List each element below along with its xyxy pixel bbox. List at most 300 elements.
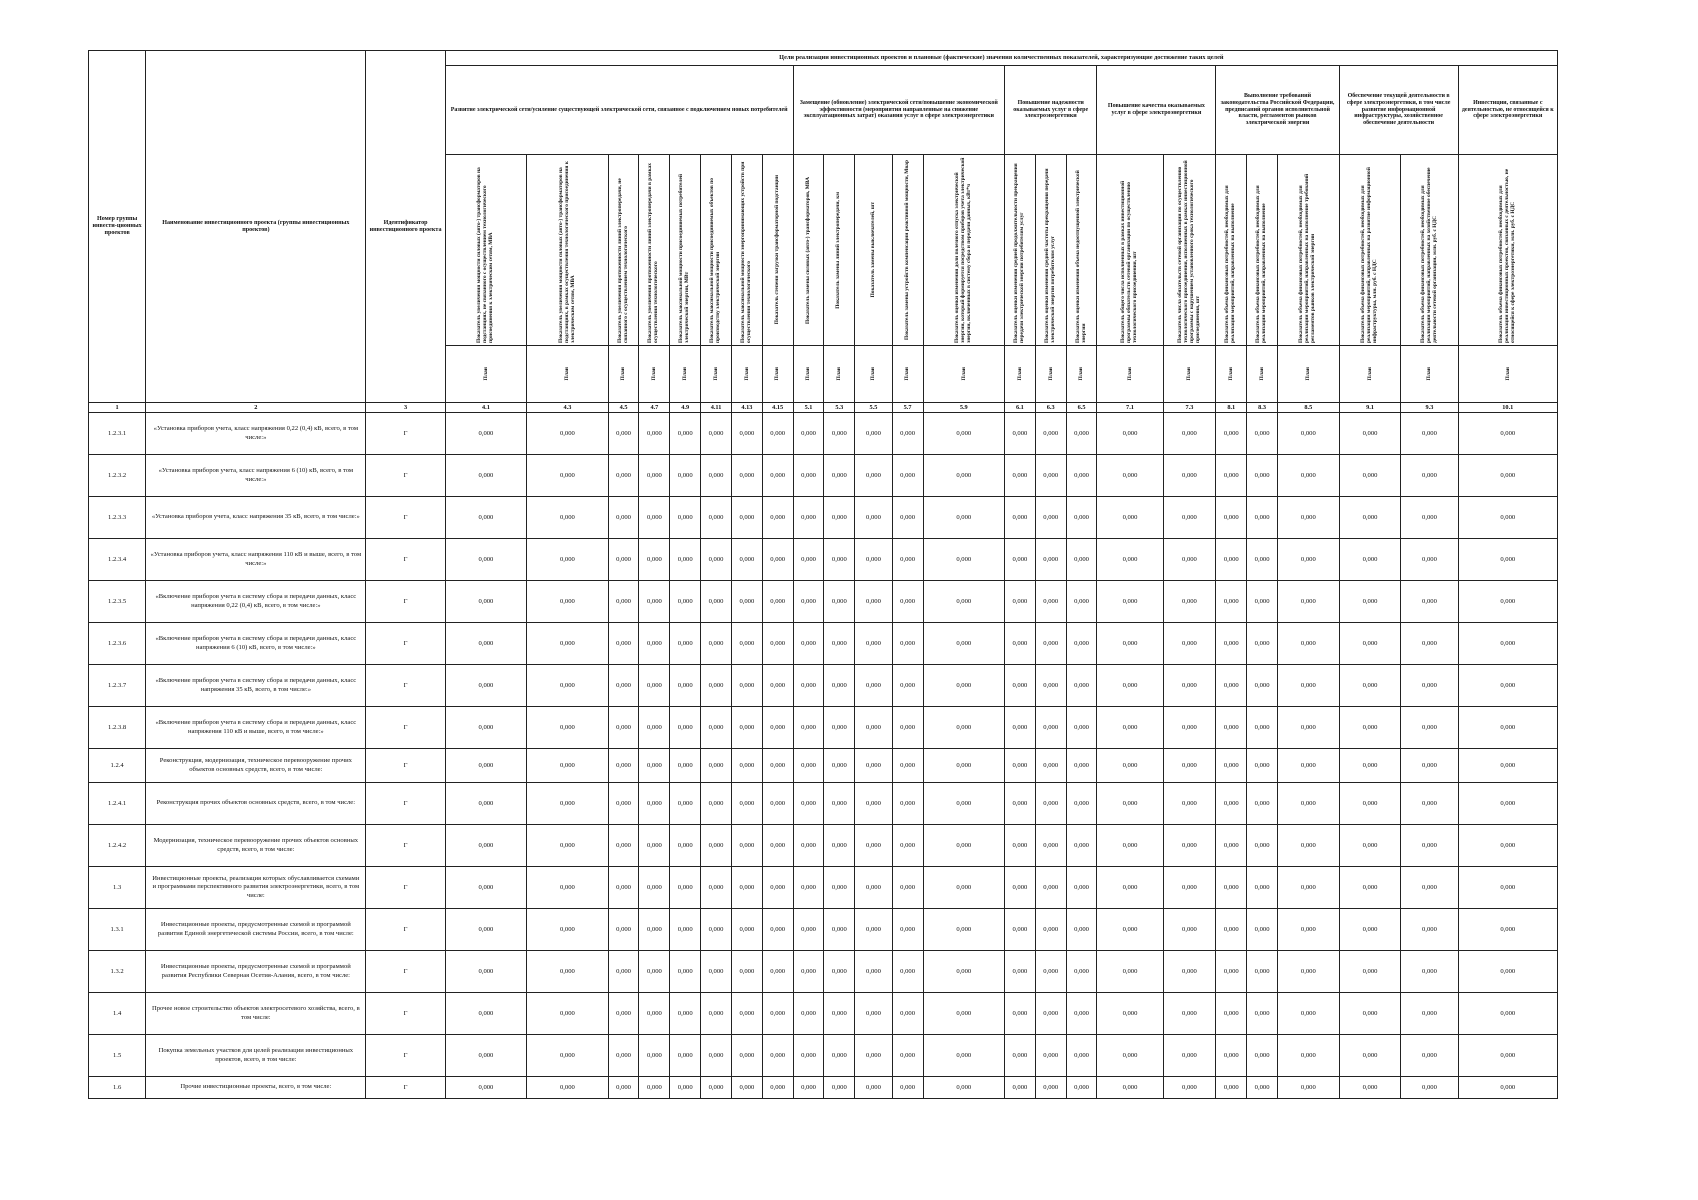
- indicator-header-label: Показатель оценки изменения средней продолжительности прекращения передачи электрической энергии потребителям услуг: [1012, 163, 1025, 343]
- indicator-value-cell: 0,000: [639, 455, 670, 497]
- indicator-value-cell: 0,000: [1035, 413, 1066, 455]
- indicator-header-label: Показатель оценки изменения объема недоотпущенной электрической энергии: [1074, 170, 1087, 343]
- row-project-name: Модернизация, техническое перевооружение прочих объектов основных средств, всего, в том числе:: [146, 825, 366, 867]
- indicator-value-cell: 0,000: [731, 497, 762, 539]
- indicator-value-cell: 0,000: [1066, 623, 1097, 665]
- indicator-value-cell: 0,000: [1401, 825, 1458, 867]
- column-number: 4.13: [731, 403, 762, 413]
- indicator-value-cell: 0,000: [923, 413, 1004, 455]
- plan-label: План: [651, 367, 658, 381]
- table-row: [89, 1035, 1558, 1077]
- indicator-value-cell: 0,000: [670, 1077, 701, 1099]
- indicator-value-cell: 0,000: [670, 825, 701, 867]
- indicator-value-cell: 0,000: [1163, 455, 1216, 497]
- plan-header: [793, 346, 824, 403]
- indicator-value-cell: 0,000: [731, 455, 762, 497]
- indicator-header-label: Показатель объема финансовых потребностей, необходимых для реализации инвестиционных проектов, связанных с деятельностью, не относящейся к сфере электроэнергетики, млн. руб. с НДС: [1497, 168, 1516, 343]
- indicator-value-cell: 0,000: [892, 867, 923, 909]
- indicator-value-cell: 0,000: [608, 867, 639, 909]
- indicator-value-cell: 0,000: [824, 497, 855, 539]
- indicator-header-label: Показатель увеличения протяженности линий электропередачи в рамках осуществления технологического: [647, 163, 660, 343]
- indicator-value-cell: 0,000: [1458, 993, 1557, 1035]
- indicator-value-cell: 0,000: [1458, 665, 1557, 707]
- indicator-value-cell: 0,000: [639, 665, 670, 707]
- indicator-value-cell: 0,000: [639, 413, 670, 455]
- indicator-value-cell: 0,000: [1004, 665, 1035, 707]
- row-group-number: 1.2.3.4: [89, 539, 146, 581]
- indicator-value-cell: 0,000: [445, 749, 526, 783]
- indicator-value-cell: 0,000: [1401, 413, 1458, 455]
- row-project-id: Г: [366, 783, 445, 825]
- column-number: 5.7: [892, 403, 923, 413]
- indicator-value-cell: 0,000: [762, 825, 793, 867]
- column-number: 6.1: [1004, 403, 1035, 413]
- indicator-value-cell: 0,000: [1066, 1035, 1097, 1077]
- indicator-header-label: Показатель замены выключателей, шт: [869, 202, 876, 298]
- row-project-name: «Включение приборов учета в систему сбора и передачи данных, класс напряжения 6 (10) кВ, всего, в том числе:»: [146, 623, 366, 665]
- indicator-value-cell: 0,000: [670, 623, 701, 665]
- row-project-id: Г: [366, 707, 445, 749]
- indicator-value-cell: 0,000: [527, 413, 608, 455]
- indicator-value-cell: 0,000: [1163, 707, 1216, 749]
- indicator-value-cell: 0,000: [1339, 909, 1401, 951]
- indicator-value-cell: 0,000: [1216, 581, 1247, 623]
- indicator-value-cell: 0,000: [1458, 1077, 1557, 1099]
- column-number: 4.1: [445, 403, 526, 413]
- indicator-value-cell: 0,000: [701, 413, 732, 455]
- indicator-value-cell: 0,000: [1216, 707, 1247, 749]
- indicator-value-cell: 0,000: [855, 909, 892, 951]
- row-project-id: Г: [366, 867, 445, 909]
- indicator-header-label: Показатель объема финансовых потребностей, необходимых для реализации мероприятий, направленных на хозяйственное обеспечение деятельности сетевой организации, млн. руб. с НДС: [1419, 167, 1438, 343]
- column-number: 4.9: [670, 403, 701, 413]
- indicator-value-cell: 0,000: [824, 1077, 855, 1099]
- indicator-value-cell: 0,000: [1401, 749, 1458, 783]
- indicator-value-cell: 0,000: [762, 665, 793, 707]
- indicator-value-cell: 0,000: [445, 867, 526, 909]
- indicator-value-cell: 0,000: [608, 707, 639, 749]
- indicator-value-cell: 0,000: [1097, 749, 1163, 783]
- indicator-value-cell: 0,000: [1097, 581, 1163, 623]
- table-row: [89, 825, 1558, 867]
- indicator-value-cell: 0,000: [824, 455, 855, 497]
- indicator-value-cell: 0,000: [1035, 539, 1066, 581]
- plan-header: [1163, 346, 1216, 403]
- indicator-value-cell: 0,000: [762, 539, 793, 581]
- indicator-value-cell: 0,000: [1401, 951, 1458, 993]
- indicator-value-cell: 0,000: [1163, 413, 1216, 455]
- indicator-header: [670, 155, 701, 346]
- indicator-value-cell: 0,000: [1247, 497, 1278, 539]
- indicator-value-cell: 0,000: [527, 707, 608, 749]
- indicator-value-cell: 0,000: [1097, 825, 1163, 867]
- indicator-value-cell: 0,000: [608, 581, 639, 623]
- indicator-group-header: Инвестиции, связанные с деятельностью, не относящейся к сфере электроэнергетики: [1458, 66, 1557, 155]
- indicator-value-cell: 0,000: [1401, 783, 1458, 825]
- indicator-value-cell: 0,000: [1066, 909, 1097, 951]
- indicator-value-cell: 0,000: [527, 623, 608, 665]
- indicator-value-cell: 0,000: [701, 1077, 732, 1099]
- indicator-header: [824, 155, 855, 346]
- table-row: [89, 867, 1558, 909]
- indicator-value-cell: 0,000: [1097, 1035, 1163, 1077]
- plan-header: [1066, 346, 1097, 403]
- indicator-value-cell: 0,000: [445, 665, 526, 707]
- indicator-value-cell: 0,000: [1247, 1077, 1278, 1099]
- column-number: 5.1: [793, 403, 824, 413]
- indicator-value-cell: 0,000: [1097, 993, 1163, 1035]
- indicator-value-cell: 0,000: [923, 497, 1004, 539]
- indicator-value-cell: 0,000: [923, 623, 1004, 665]
- indicator-value-cell: 0,000: [639, 707, 670, 749]
- indicator-value-cell: 0,000: [824, 749, 855, 783]
- header-project-id: Идентификатор инвестиционного проекта: [366, 51, 445, 403]
- indicator-value-cell: 0,000: [892, 993, 923, 1035]
- indicator-value-cell: 0,000: [1004, 539, 1035, 581]
- plan-header: [1004, 346, 1035, 403]
- indicator-value-cell: 0,000: [892, 1077, 923, 1099]
- indicator-value-cell: 0,000: [824, 413, 855, 455]
- indicator-value-cell: 0,000: [731, 867, 762, 909]
- indicator-value-cell: 0,000: [1004, 455, 1035, 497]
- indicator-value-cell: 0,000: [1278, 1035, 1340, 1077]
- plan-header: [923, 346, 1004, 403]
- indicator-value-cell: 0,000: [824, 951, 855, 993]
- indicator-value-cell: 0,000: [855, 825, 892, 867]
- indicator-value-cell: 0,000: [1247, 993, 1278, 1035]
- indicator-value-cell: 0,000: [762, 623, 793, 665]
- row-group-number: 1.6: [89, 1077, 146, 1099]
- row-group-number: 1.2.3.3: [89, 497, 146, 539]
- indicator-value-cell: 0,000: [639, 909, 670, 951]
- indicator-value-cell: 0,000: [1163, 665, 1216, 707]
- indicator-value-cell: 0,000: [731, 581, 762, 623]
- indicator-value-cell: 0,000: [731, 707, 762, 749]
- indicator-value-cell: 0,000: [1401, 707, 1458, 749]
- indicator-value-cell: 0,000: [855, 623, 892, 665]
- indicator-header-label: Показатель общего числа исполненных в рамках инвестиционной программы обязательств сетевой организации по осуществлению технологического присоединения, шт: [1120, 180, 1138, 343]
- indicator-value-cell: 0,000: [1097, 909, 1163, 951]
- indicator-value-cell: 0,000: [1278, 497, 1340, 539]
- indicator-value-cell: 0,000: [1035, 1035, 1066, 1077]
- indicator-value-cell: 0,000: [923, 1077, 1004, 1099]
- indicator-value-cell: 0,000: [527, 581, 608, 623]
- indicator-value-cell: 0,000: [1278, 867, 1340, 909]
- indicator-value-cell: 0,000: [855, 993, 892, 1035]
- indicator-value-cell: 0,000: [639, 951, 670, 993]
- indicator-value-cell: 0,000: [855, 749, 892, 783]
- indicator-value-cell: 0,000: [670, 539, 701, 581]
- indicator-value-cell: 0,000: [1401, 1035, 1458, 1077]
- indicator-header-label: Показатель оценки изменения средней частоты прекращения передачи электрической энергии потребителям услуг: [1043, 168, 1056, 343]
- row-project-id: Г: [366, 909, 445, 951]
- indicator-value-cell: 0,000: [1458, 951, 1557, 993]
- plan-header: [731, 346, 762, 403]
- plan-label: План: [904, 367, 911, 381]
- table-row: [89, 707, 1558, 749]
- indicator-value-cell: 0,000: [1035, 867, 1066, 909]
- indicator-value-cell: 0,000: [670, 455, 701, 497]
- indicator-value-cell: 0,000: [445, 539, 526, 581]
- indicator-value-cell: 0,000: [1247, 783, 1278, 825]
- row-group-number: 1.2.3.5: [89, 581, 146, 623]
- indicator-header: [1278, 155, 1340, 346]
- indicator-value-cell: 0,000: [670, 951, 701, 993]
- indicator-value-cell: 0,000: [731, 993, 762, 1035]
- indicator-value-cell: 0,000: [608, 413, 639, 455]
- indicator-value-cell: 0,000: [923, 707, 1004, 749]
- indicator-value-cell: 0,000: [855, 1077, 892, 1099]
- indicator-value-cell: 0,000: [670, 413, 701, 455]
- indicator-value-cell: 0,000: [1278, 665, 1340, 707]
- indicator-value-cell: 0,000: [1247, 707, 1278, 749]
- indicator-value-cell: 0,000: [1401, 497, 1458, 539]
- indicator-value-cell: 0,000: [892, 783, 923, 825]
- indicator-value-cell: 0,000: [892, 825, 923, 867]
- indicator-value-cell: 0,000: [445, 1035, 526, 1077]
- indicator-header: [1339, 155, 1401, 346]
- indicator-header: [855, 155, 892, 346]
- plan-label: План: [1305, 367, 1312, 381]
- indicator-value-cell: 0,000: [731, 783, 762, 825]
- indicator-value-cell: 0,000: [1097, 455, 1163, 497]
- indicator-group-header: Обеспечение текущей деятельности в сфере электроэнергетики, в том числе развитие информационной инфраструктуры, хозяйственное обеспечение деятельности: [1339, 66, 1458, 155]
- indicator-value-cell: 0,000: [1004, 623, 1035, 665]
- indicator-value-cell: 0,000: [824, 825, 855, 867]
- indicator-value-cell: 0,000: [1339, 707, 1401, 749]
- indicator-value-cell: 0,000: [762, 581, 793, 623]
- indicator-value-cell: 0,000: [923, 539, 1004, 581]
- indicator-value-cell: 0,000: [670, 783, 701, 825]
- row-project-name: Инвестиционные проекты, реализация которых обуславливается схемами и программами перспективного развития электроэнергетики, всего, в том числе:: [146, 867, 366, 909]
- indicator-value-cell: 0,000: [793, 455, 824, 497]
- column-number: 6.3: [1035, 403, 1066, 413]
- indicator-value-cell: 0,000: [1339, 825, 1401, 867]
- indicator-value-cell: 0,000: [527, 825, 608, 867]
- plan-label: План: [1047, 367, 1054, 381]
- table-row: [89, 909, 1558, 951]
- indicator-value-cell: 0,000: [1035, 497, 1066, 539]
- column-number: 4.11: [701, 403, 732, 413]
- indicator-value-cell: 0,000: [608, 539, 639, 581]
- row-project-name: Прочее новое строительство объектов электросетевого хозяйства, всего, в том числе:: [146, 993, 366, 1035]
- indicator-value-cell: 0,000: [1066, 665, 1097, 707]
- plan-header: [639, 346, 670, 403]
- indicator-value-cell: 0,000: [1004, 581, 1035, 623]
- indicator-value-cell: 0,000: [639, 1035, 670, 1077]
- indicator-group-header: Повышение надежности оказываемых услуг в сфере электроэнергетики: [1004, 66, 1096, 155]
- plan-label: План: [1126, 367, 1133, 381]
- indicator-value-cell: 0,000: [855, 783, 892, 825]
- indicator-value-cell: 0,000: [1278, 707, 1340, 749]
- indicator-value-cell: 0,000: [1278, 623, 1340, 665]
- row-project-name: Инвестиционные проекты, предусмотренные схемой и программой развития Республики Северная Осетия-Алания, всего, в том числе:: [146, 951, 366, 993]
- plan-header: [1035, 346, 1066, 403]
- table-row: [89, 413, 1558, 455]
- column-number: 9.3: [1401, 403, 1458, 413]
- indicator-value-cell: 0,000: [1278, 783, 1340, 825]
- indicator-value-cell: 0,000: [762, 909, 793, 951]
- plan-header: [1278, 346, 1340, 403]
- indicator-value-cell: 0,000: [1401, 867, 1458, 909]
- row-project-name: «Включение приборов учета в систему сбора и передачи данных, класс напряжения 110 кВ и выше, всего, в том числе:»: [146, 707, 366, 749]
- indicator-value-cell: 0,000: [527, 951, 608, 993]
- indicator-value-cell: 0,000: [731, 413, 762, 455]
- indicator-value-cell: 0,000: [1458, 581, 1557, 623]
- indicator-value-cell: 0,000: [639, 783, 670, 825]
- indicator-value-cell: 0,000: [445, 951, 526, 993]
- indicator-value-cell: 0,000: [1097, 665, 1163, 707]
- indicator-value-cell: 0,000: [608, 909, 639, 951]
- indicator-value-cell: 0,000: [608, 455, 639, 497]
- indicator-value-cell: 0,000: [1004, 1077, 1035, 1099]
- indicator-value-cell: 0,000: [1216, 909, 1247, 951]
- plan-label: План: [712, 367, 719, 381]
- indicator-value-cell: 0,000: [1004, 413, 1035, 455]
- indicator-value-cell: 0,000: [762, 707, 793, 749]
- indicator-value-cell: 0,000: [701, 665, 732, 707]
- indicator-value-cell: 0,000: [1066, 783, 1097, 825]
- indicator-value-cell: 0,000: [1278, 825, 1340, 867]
- indicator-value-cell: 0,000: [762, 455, 793, 497]
- indicator-value-cell: 0,000: [1066, 993, 1097, 1035]
- indicator-value-cell: 0,000: [701, 707, 732, 749]
- indicator-value-cell: 0,000: [670, 749, 701, 783]
- indicator-value-cell: 0,000: [1163, 1077, 1216, 1099]
- indicator-value-cell: 0,000: [855, 413, 892, 455]
- indicator-value-cell: 0,000: [1247, 825, 1278, 867]
- indicator-header: [1097, 155, 1163, 346]
- plan-header: [527, 346, 608, 403]
- indicator-value-cell: 0,000: [892, 413, 923, 455]
- indicator-value-cell: 0,000: [923, 1035, 1004, 1077]
- row-group-number: 1.3: [89, 867, 146, 909]
- indicator-value-cell: 0,000: [1097, 707, 1163, 749]
- indicator-value-cell: 0,000: [1278, 539, 1340, 581]
- indicator-value-cell: 0,000: [1066, 497, 1097, 539]
- plan-header: [670, 346, 701, 403]
- indicator-value-cell: 0,000: [445, 413, 526, 455]
- indicator-value-cell: 0,000: [1004, 993, 1035, 1035]
- indicator-value-cell: 0,000: [608, 623, 639, 665]
- indicator-value-cell: 0,000: [1035, 1077, 1066, 1099]
- indicator-value-cell: 0,000: [1097, 1077, 1163, 1099]
- plan-label: План: [1016, 367, 1023, 381]
- column-number: 4.3: [527, 403, 608, 413]
- indicator-value-cell: 0,000: [855, 497, 892, 539]
- indicator-header-label: Показатель увеличения протяженности линий электропередачи, не связанного с осуществлением технологического: [616, 178, 629, 343]
- indicator-value-cell: 0,000: [608, 1035, 639, 1077]
- plan-header: [608, 346, 639, 403]
- indicator-value-cell: 0,000: [1066, 1077, 1097, 1099]
- row-project-id: Г: [366, 413, 445, 455]
- indicator-value-cell: 0,000: [1004, 825, 1035, 867]
- indicator-value-cell: 0,000: [1339, 1035, 1401, 1077]
- indicator-value-cell: 0,000: [1216, 497, 1247, 539]
- indicator-value-cell: 0,000: [1458, 783, 1557, 825]
- indicator-header: [639, 155, 670, 346]
- column-number: 3: [366, 403, 445, 413]
- indicator-value-cell: 0,000: [1458, 1035, 1557, 1077]
- indicator-value-cell: 0,000: [1339, 455, 1401, 497]
- indicator-value-cell: 0,000: [1004, 707, 1035, 749]
- column-number: 4.5: [608, 403, 639, 413]
- indicator-value-cell: 0,000: [670, 707, 701, 749]
- indicator-value-cell: 0,000: [1066, 749, 1097, 783]
- plan-header: [1216, 346, 1247, 403]
- indicator-value-cell: 0,000: [1163, 783, 1216, 825]
- indicator-value-cell: 0,000: [1339, 539, 1401, 581]
- indicator-value-cell: 0,000: [762, 1035, 793, 1077]
- indicator-value-cell: 0,000: [608, 749, 639, 783]
- indicator-value-cell: 0,000: [1458, 707, 1557, 749]
- indicator-value-cell: 0,000: [445, 581, 526, 623]
- indicator-header: [527, 155, 608, 346]
- indicator-group-header: Развитие электрической сети/усиление существующей электрической сети, связанное с подключением новых потребителей: [445, 66, 793, 155]
- indicator-value-cell: 0,000: [824, 707, 855, 749]
- indicator-value-cell: 0,000: [527, 665, 608, 707]
- indicator-value-cell: 0,000: [1004, 867, 1035, 909]
- row-group-number: 1.2.3.7: [89, 665, 146, 707]
- indicator-value-cell: 0,000: [445, 707, 526, 749]
- indicator-value-cell: 0,000: [762, 783, 793, 825]
- indicator-value-cell: 0,000: [608, 783, 639, 825]
- indicator-header-label: Показатель объема финансовых потребностей, необходимых для реализации мероприятий, направленных на развитие информационной инфраструктуры, млн. руб. с НДС: [1360, 167, 1378, 343]
- indicator-value-cell: 0,000: [608, 951, 639, 993]
- indicator-value-cell: 0,000: [1278, 413, 1340, 455]
- indicator-header: [1401, 155, 1458, 346]
- indicator-value-cell: 0,000: [1097, 783, 1163, 825]
- indicator-value-cell: 0,000: [855, 951, 892, 993]
- plan-label: План: [836, 367, 843, 381]
- indicator-value-cell: 0,000: [1216, 413, 1247, 455]
- table-row: [89, 665, 1558, 707]
- indicator-value-cell: 0,000: [608, 1077, 639, 1099]
- indicator-header-label: Показатель увеличения мощности силовых (авто-) трансформаторов на подстанциях, в рамках осуществления технологического присоединения к электрическим сетям, МВА: [557, 161, 576, 343]
- row-group-number: 1.2.4.2: [89, 825, 146, 867]
- indicator-value-cell: 0,000: [1247, 909, 1278, 951]
- indicator-header: [923, 155, 1004, 346]
- row-group-number: 1.2.3.6: [89, 623, 146, 665]
- row-group-number: 1.2.3.2: [89, 455, 146, 497]
- plan-header: [892, 346, 923, 403]
- plan-label: План: [805, 367, 812, 381]
- column-number: 10.1: [1458, 403, 1557, 413]
- indicator-value-cell: 0,000: [639, 825, 670, 867]
- indicator-value-cell: 0,000: [824, 623, 855, 665]
- indicator-value-cell: 0,000: [701, 1035, 732, 1077]
- indicator-value-cell: 0,000: [1097, 623, 1163, 665]
- table-row: [89, 1077, 1558, 1099]
- indicator-header-label: Показатель замены силовых (авто-) трансформаторов, МВА: [804, 176, 811, 324]
- indicator-value-cell: 0,000: [824, 993, 855, 1035]
- table-row: [89, 539, 1558, 581]
- indicator-value-cell: 0,000: [793, 581, 824, 623]
- indicator-value-cell: 0,000: [1401, 623, 1458, 665]
- indicator-value-cell: 0,000: [1401, 581, 1458, 623]
- indicator-value-cell: 0,000: [1339, 783, 1401, 825]
- indicator-value-cell: 0,000: [731, 825, 762, 867]
- plan-label: План: [482, 367, 489, 381]
- indicator-header-label: Показатель оценки изменения доли полезного отпуска электрической энергии, который формируется посредством приборов учета электрической энергии, включенных в систему сбора и передачи данных, кВт*ч: [953, 157, 972, 343]
- indicator-header: [793, 155, 824, 346]
- indicator-value-cell: 0,000: [731, 749, 762, 783]
- indicator-value-cell: 0,000: [1401, 909, 1458, 951]
- indicator-value-cell: 0,000: [855, 707, 892, 749]
- indicator-value-cell: 0,000: [1216, 867, 1247, 909]
- indicator-value-cell: 0,000: [793, 749, 824, 783]
- indicator-header: [445, 155, 526, 346]
